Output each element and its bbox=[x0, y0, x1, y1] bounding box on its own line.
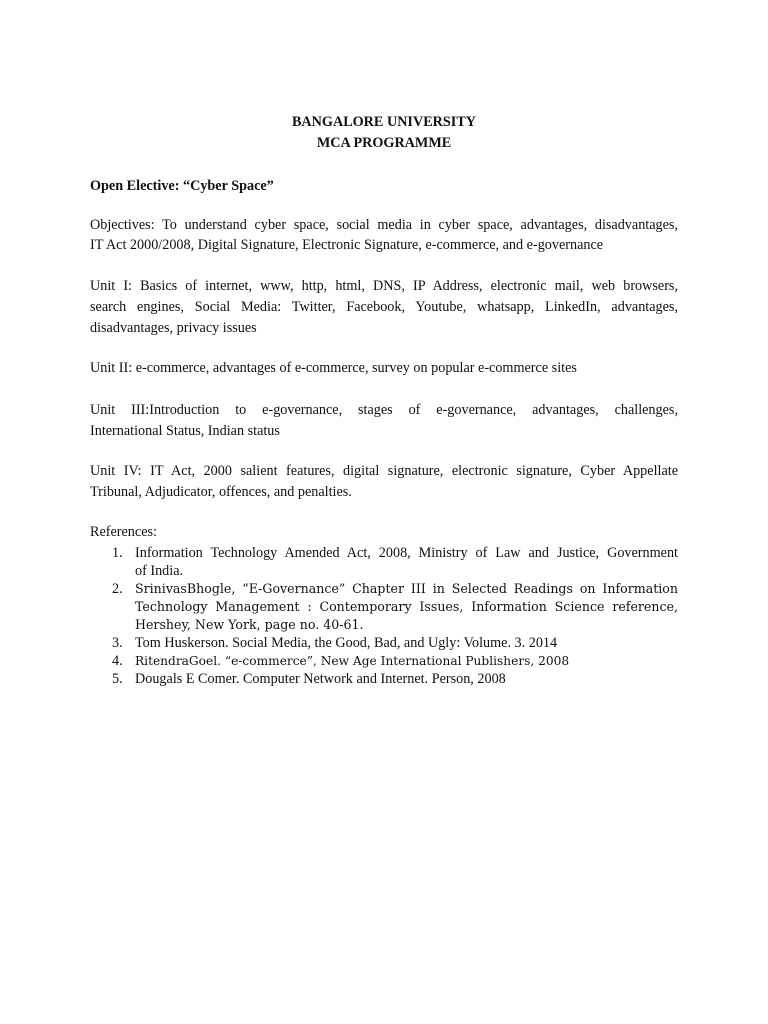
unit3-line-2: International Status, Indian status bbox=[90, 423, 280, 439]
elective-heading: Open Elective: “Cyber Space” bbox=[90, 178, 274, 194]
references-heading: References: bbox=[90, 524, 157, 540]
reference-2-line-2: Technology Management : Contemporary Issues, Information Science reference, bbox=[135, 599, 678, 614]
unit2-line-1: Unit II: e-commerce, advantages of e-commerce, survey on popular e-commerce sites bbox=[90, 360, 577, 376]
reference-2-line-1: SrinivasBhogle, “E-Governance” Chapter III in Selected Readings on Information bbox=[135, 581, 678, 596]
objectives-line-2: IT Act 2000/2008, Digital Signature, Electronic Signature, e-commerce, and e-governance bbox=[90, 237, 604, 253]
reference-3-number: 3. bbox=[112, 635, 123, 651]
reference-5-number: 5. bbox=[112, 671, 123, 687]
reference-2-number: 2. bbox=[112, 581, 123, 597]
unit1-line-1: Unit I: Basics of internet, www, http, html, DNS, IP Address, electronic mail, web browsers, bbox=[90, 278, 678, 294]
reference-1-number: 1. bbox=[112, 545, 123, 561]
reference-2-line-3: Hershey, New York, page no. 40-61. bbox=[135, 617, 364, 632]
objectives-line-1: Objectives: To understand cyber space, social media in cyber space, advantages, disadvantages, bbox=[90, 217, 678, 233]
unit4-line-2: Tribunal, Adjudicator, offences, and penalties. bbox=[90, 484, 352, 500]
unit1-line-3: disadvantages, privacy issues bbox=[90, 320, 257, 336]
reference-1-line-2: of India. bbox=[135, 563, 184, 579]
reference-5-line-1: Dougals E Comer. Computer Network and Internet. Person, 2008 bbox=[135, 671, 506, 687]
university-title: BANGALORE UNIVERSITY bbox=[291, 114, 477, 130]
reference-4-number: 4. bbox=[112, 653, 123, 669]
programme-title: MCA PROGRAMME bbox=[316, 135, 452, 151]
unit4-line-1: Unit IV: IT Act, 2000 salient features, digital signature, electronic signature, Cyber Appellate bbox=[90, 463, 678, 479]
unit3-line-1: Unit III:Introduction to e-governance, stages of e-governance, advantages, challenges, bbox=[90, 402, 678, 418]
reference-4-line-1: RitendraGoel. “e-commerce”, New Age International Publishers, 2008 bbox=[135, 654, 570, 668]
reference-3-line-1: Tom Huskerson. Social Media, the Good, Bad, and Ugly: Volume. 3. 2014 bbox=[135, 635, 558, 651]
reference-1-line-1: Information Technology Amended Act, 2008, Ministry of Law and Justice, Government bbox=[135, 545, 678, 561]
unit1-line-2: search engines, Social Media: Twitter, Facebook, Youtube, whatsapp, LinkedIn, advantages, bbox=[90, 299, 678, 315]
